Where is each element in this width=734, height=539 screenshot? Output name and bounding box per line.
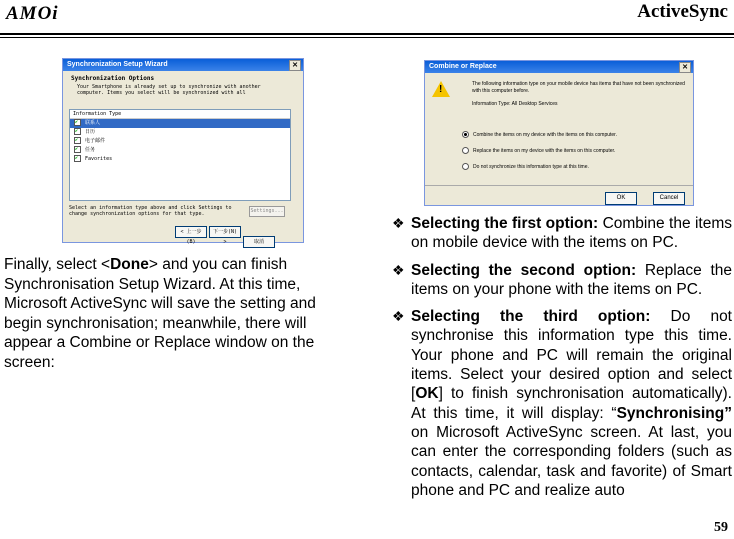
ok-keyword: OK	[415, 385, 439, 403]
back-button: < 上一步(B)	[175, 226, 207, 238]
left-paragraph	[4, 255, 337, 372]
combine-titlebar	[425, 61, 693, 73]
close-icon: ✕	[289, 60, 301, 71]
checkbox-icon: ✔	[74, 155, 81, 162]
page-header-title: ActiveSync	[637, 1, 728, 22]
list-header: Information Type	[70, 110, 290, 119]
option-skip-label: Do not synchronize this information type at this time.	[473, 163, 589, 170]
close-icon: ✕	[679, 62, 691, 73]
list-item-label: 日历	[85, 129, 96, 135]
dialog-divider	[425, 185, 693, 186]
checkbox-icon: ✔	[74, 128, 81, 135]
list-item	[70, 137, 290, 146]
option-combine	[462, 131, 617, 138]
ok-button: OK	[605, 192, 637, 205]
option-replace	[462, 147, 615, 154]
bullet-text: ] to finish synchronisation automatically). At this time, it will display: “	[411, 385, 732, 422]
synchronising-keyword: Synchronising”	[616, 404, 732, 422]
information-type-label: Information Type: All Desktop Services	[472, 101, 558, 107]
radio-icon	[462, 147, 469, 154]
combine-message: The following information type on your mobile device has items that have not been synchronized with this computer before.	[472, 81, 685, 94]
warning-icon: !	[432, 81, 450, 97]
radio-selected-icon	[462, 131, 469, 138]
list-item	[70, 146, 290, 155]
checkbox-icon: ✔	[74, 119, 81, 126]
bullet-label: Selecting the third option:	[411, 308, 651, 326]
checkbox-icon: ✔	[74, 146, 81, 153]
bullet-second-option	[392, 261, 732, 300]
diamond-bullet-icon: ❖	[392, 261, 405, 278]
bullet-text: Replace the items on your phone with the items on PC.	[411, 261, 732, 298]
diamond-bullet-icon: ❖	[392, 215, 405, 231]
text-segment: Finally, select <	[4, 256, 111, 273]
done-keyword: Done	[110, 256, 149, 273]
wizard-buttons	[175, 226, 277, 248]
list-item	[70, 119, 290, 128]
list-item-label: 电子邮件	[85, 138, 106, 144]
option-skip	[462, 163, 589, 170]
checkbox-icon: ✔	[74, 137, 81, 144]
settings-button: Settings...	[249, 206, 285, 217]
combine-title: Combine or Replace	[429, 63, 497, 70]
bullet-text: on Microsoft ActiveSync screen. At last, you can enter the corresponding folders (such as contacts, calendar, task and favorite) of Smart phone and PC and realize auto	[411, 423, 732, 499]
bullet-text: Do not synchronise this information type this time. Your phone and PC will remain the original items. Select your desired option and select [	[411, 308, 732, 403]
page-number: 59	[714, 520, 728, 535]
wizard-description: Your Smartphone is already set up to synchronize with another computer. Items you select will be synchronized with all	[77, 84, 261, 96]
bullet-label: Selecting the first option:	[411, 215, 599, 232]
text-segment: > and you can finish Synchronisation Setup Wizard. At this time, Microsoft ActiveSync will save the setting and begin synchronisation; meanwhile, there will appear a Combine or Replace window on the screen:	[4, 256, 316, 371]
setup-wizard-screenshot	[62, 58, 304, 243]
wizard-heading: Synchronization Options	[71, 75, 155, 82]
header-rule-thin	[0, 37, 734, 38]
list-item	[70, 155, 290, 164]
list-item	[70, 128, 290, 137]
list-item-label: 联系人	[85, 120, 101, 126]
cancel-button: Cancel	[653, 192, 685, 205]
radio-icon	[462, 163, 469, 170]
header-rule	[0, 33, 734, 35]
diamond-bullet-icon: ❖	[392, 308, 405, 325]
bullet-text: Combine the items on mobile device with the items on PC.	[411, 215, 732, 252]
combine-replace-screenshot	[424, 60, 694, 206]
wizard-hint: Select an information type above and click Settings to change synchronization options for that type.	[69, 205, 232, 217]
amoi-logo: AMOi	[6, 3, 59, 24]
bullet-first-option	[392, 214, 732, 253]
cancel-button: 取消	[243, 236, 275, 248]
list-item-label: 任务	[85, 147, 96, 153]
next-button: 下一步(N) >	[209, 226, 241, 238]
wizard-titlebar	[63, 59, 303, 71]
option-bullet-list	[392, 214, 732, 508]
bullet-label: Selecting the second option:	[411, 261, 637, 279]
information-type-list	[69, 109, 291, 201]
list-item-label: Favorites	[85, 156, 113, 162]
wizard-title: Synchronization Setup Wizard	[67, 61, 168, 68]
option-combine-label: Combine the items on my device with the items on this computer.	[473, 131, 617, 138]
option-replace-label: Replace the items on my device with the items on this computer.	[473, 147, 616, 154]
bullet-third-option	[392, 307, 732, 500]
